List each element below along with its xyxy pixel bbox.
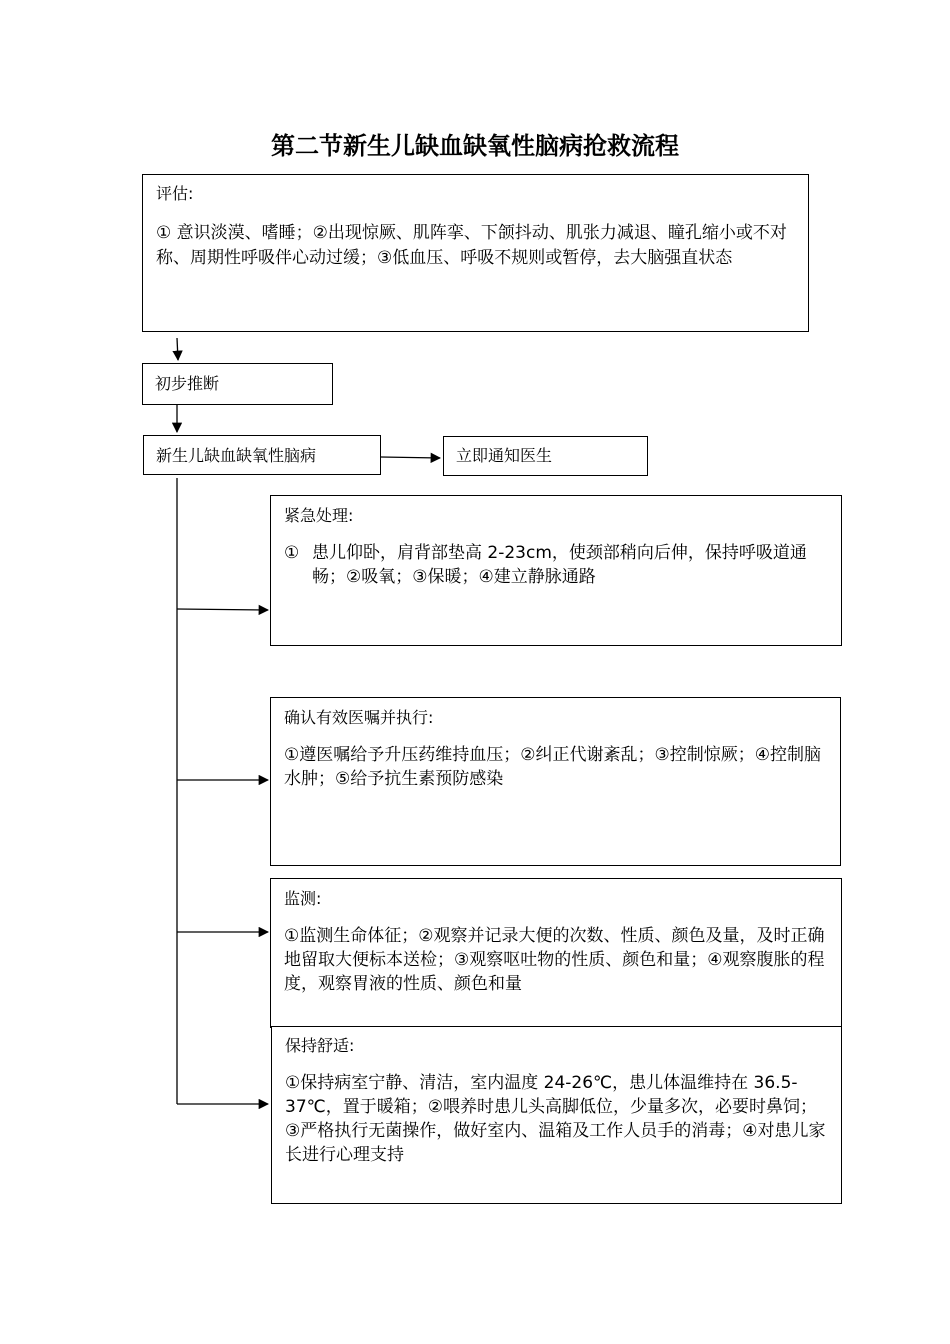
orders-box (270, 697, 841, 866)
diagnosis-box (143, 435, 381, 475)
arrow-diagnosis-to-notify (380, 457, 440, 458)
notify-doctor-label: 立即通知医生 (456, 446, 553, 465)
monitor-box (270, 878, 842, 1028)
assess-heading: 评估: (156, 184, 194, 203)
initial-judgment-box (142, 363, 333, 405)
orders-content: ①遵医嘱给予升压药维持血压；②纠正代谢紊乱；③控制惊厥；④控制脑水肿；⑤给予抗生素预防感染 (284, 745, 821, 789)
emergency-heading: 紧急处理: (284, 506, 354, 525)
comfort-heading: 保持舒适: (285, 1036, 355, 1055)
initial-judgment-label: 初步推断 (155, 374, 220, 393)
monitor-heading: 监测: (284, 889, 322, 908)
notify-doctor-box (443, 436, 648, 476)
arrow-assess-to-judgment (177, 338, 178, 360)
orders-heading: 确认有效医嘱并执行: (284, 708, 434, 727)
diagnosis-label: 新生儿缺血缺氧性脑病 (156, 446, 317, 465)
assess-box (142, 174, 809, 332)
assess-content: ① 意识淡漠、嗜睡；②出现惊厥、肌阵挛、下颌抖动、肌张力减退、瞳孔缩小或不对称、周期性呼吸伴心动过缓；③低血压、呼吸不规则或暂停，去大脑强直状态 (156, 223, 787, 268)
comfort-box (271, 1026, 842, 1204)
emergency-content-row (284, 541, 827, 589)
monitor-content: ①监测生命体征；②观察并记录大便的次数、性质、颜色及量，及时正确地留取大便标本送检；③观察呕吐物的性质、颜色和量；④观察腹胀的程度，观察胃液的性质、颜色和量 (284, 926, 825, 994)
emergency-item-number: ① (284, 543, 300, 563)
emergency-box (270, 495, 842, 646)
arrow-to-emergency (177, 609, 268, 610)
emergency-content: 患儿仰卧，肩背部垫高 2-23cm，使颈部稍向后伸，保持呼吸道通畅；②吸氧；③保暖；④建立静脉通路 (312, 543, 807, 587)
comfort-content: ①保持病室宁静、清洁，室内温度 24-26℃，患儿体温维持在 36.5-37℃，置于暖箱；②喂养时患儿头高脚低位，少量多次，必要时鼻饲；③严格执行无菌操作，做好室内、温箱及工作人员手的消毒；④对患儿家长进行心理支持 (285, 1073, 826, 1165)
page-title: 第二节新生儿缺血缺氧性脑病抢救流程 (271, 132, 679, 160)
